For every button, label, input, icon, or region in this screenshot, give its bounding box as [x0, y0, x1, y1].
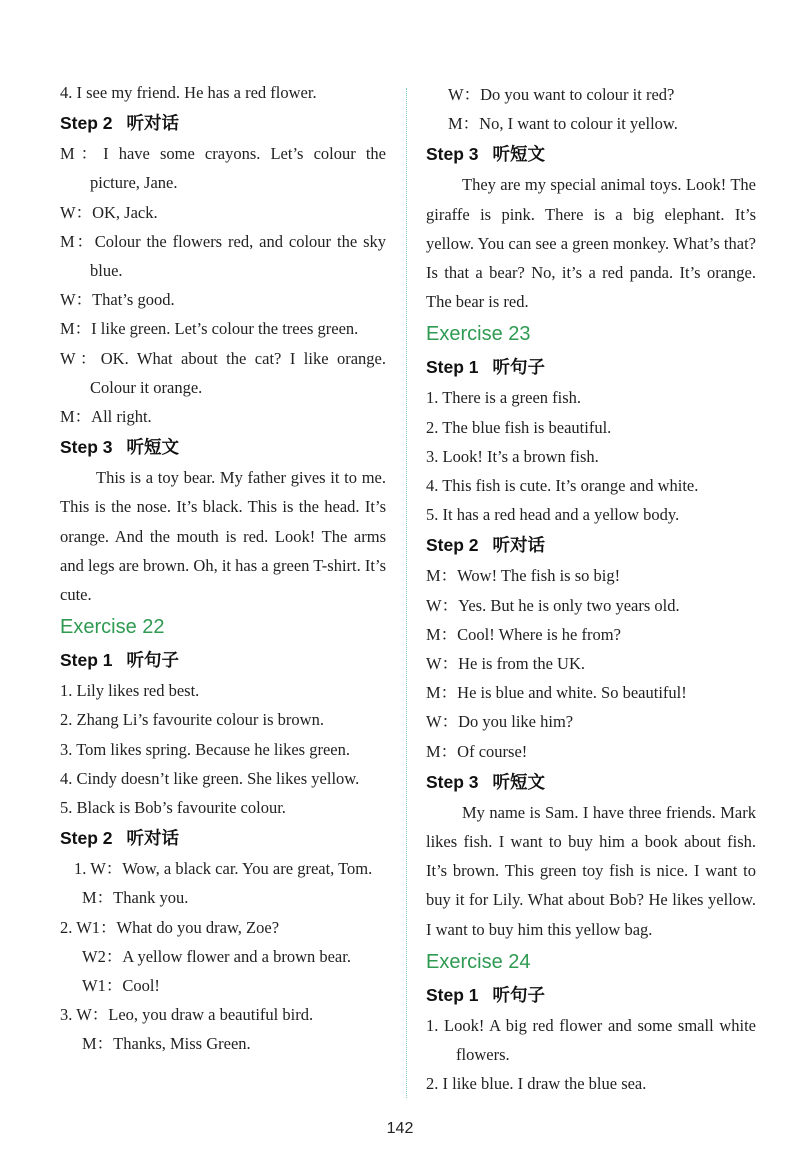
text-line: M：Cool! Where is he from?: [426, 624, 621, 644]
step-label: Step 3: [426, 771, 479, 792]
text-line: W：OK. What about the cat? I like orange. Colour it orange.: [60, 348, 386, 397]
passage-paragraph: This is a toy bear. My father gives it to me. This is the nose. It’s black. This is the head. It’s orange. And the mouth is red. Look! The arms and legs are brown. Oh, it has a green T-shirt. It’s cute.: [60, 468, 386, 605]
step-heading: [426, 138, 756, 170]
text-line: M：He is blue and white. So beautiful!: [426, 683, 687, 703]
page-number: 142: [386, 1120, 414, 1137]
passage-paragraph: They are my special animal toys. Look! The giraffe is pink. There is a big elephant. It’s yellow. You can see a green monkey. What’s that? Is that a bear? No, it’s a red panda. It’s orange. The bear is red.: [426, 175, 756, 312]
right-column: [426, 80, 756, 1098]
text-line: 4. Cindy doesn’t like green. She likes yellow.: [60, 768, 360, 788]
text-line: 2. The blue fish is beautiful.: [426, 417, 612, 437]
step-label: Step 1: [60, 650, 113, 671]
step-heading: [426, 351, 756, 383]
step-task: 听短文: [492, 144, 546, 165]
step-label: Step 2: [426, 535, 479, 556]
step-label: Step 3: [60, 437, 113, 458]
text-line: W：He is from the UK.: [426, 654, 586, 674]
text-line: W2：A yellow flower and a brown bear.: [82, 946, 351, 966]
text-line: 5. Black is Bob’s favourite colour.: [60, 798, 286, 818]
step-label: Step 2: [60, 113, 113, 134]
exercise-heading: Exercise 22: [60, 616, 165, 639]
step-task: 听对话: [126, 828, 180, 849]
text-line: W：OK, Jack.: [60, 202, 158, 222]
text-line: M：Thank you.: [82, 888, 189, 908]
step-task: 听短文: [492, 771, 546, 792]
step-task: 听句子: [492, 357, 546, 378]
step-label: Step 1: [426, 357, 479, 378]
text-line: 1. W：Wow, a black car. You are great, Tom.: [74, 859, 373, 879]
text-line: M：Colour the flowers red, and colour the sky blue.: [60, 231, 386, 281]
text-line: 2. I like blue. I draw the blue sea.: [426, 1074, 647, 1094]
step-heading: [60, 644, 386, 676]
step-task: 听对话: [492, 535, 546, 556]
text-line: 4. This fish is cute. It’s orange and white.: [426, 476, 699, 496]
step-heading: [60, 822, 386, 854]
text-line: W1：Cool!: [82, 976, 160, 996]
text-line: W：That’s good.: [60, 290, 175, 310]
text-line: 1. Lily likes red best.: [60, 681, 200, 701]
step-task: 听短文: [126, 437, 180, 458]
step-label: Step 1: [426, 984, 479, 1005]
column-divider: [406, 88, 407, 1098]
text-line: W：Yes. But he is only two years old.: [426, 595, 680, 615]
exercise-heading: Exercise 23: [426, 323, 531, 346]
text-line: M：All right.: [60, 407, 152, 427]
text-line: W：Do you want to colour it red?: [448, 85, 675, 104]
text-line: 2. W1：What do you draw, Zoe?: [60, 917, 280, 937]
text-line: 3. W：Leo, you draw a beautiful bird.: [60, 1005, 314, 1025]
text-line: M：I have some crayons. Let’s colour the picture, Jane.: [60, 144, 386, 193]
exercise-heading: Exercise 24: [426, 950, 531, 973]
text-line: 3. Tom likes spring. Because he likes green.: [60, 739, 350, 759]
left-column: [60, 78, 386, 1059]
passage-paragraph: My name is Sam. I have three friends. Mark likes fish. I want to buy him a book about fish. It’s brown. This green toy fish is nice. I want to buy it for Lily. What about Bob? He likes yellow. I want to buy him this yellow bag.: [426, 802, 756, 939]
text-line: 2. Zhang Li’s favourite colour is brown.: [60, 710, 324, 730]
text-line: 3. Look! It’s a brown fish.: [426, 446, 599, 466]
text-line: 1. Look! A big red flower and some small white flowers.: [426, 1015, 756, 1065]
step-task: 听句子: [126, 650, 180, 671]
text-line: M：Wow! The fish is so big!: [426, 566, 621, 586]
step-label: Step 2: [60, 828, 113, 849]
text-line: M：Of course!: [426, 741, 528, 761]
text-line: 4. I see my friend. He has a red flower.: [60, 83, 317, 102]
text-line: M：Thanks, Miss Green.: [82, 1034, 251, 1054]
step-heading: [426, 766, 756, 798]
text-line: 1. There is a green fish.: [426, 388, 582, 408]
text-line: 5. It has a red head and a yellow body.: [426, 505, 680, 525]
step-heading: [60, 431, 386, 463]
text-line: M：I like green. Let’s colour the trees green.: [60, 319, 359, 339]
step-task: 听句子: [492, 984, 546, 1005]
text-line: M：No, I want to colour it yellow.: [448, 114, 678, 134]
step-heading: [426, 529, 756, 561]
step-heading: [426, 979, 756, 1011]
step-label: Step 3: [426, 144, 479, 165]
step-task: 听对话: [126, 113, 180, 134]
text-line: W：Do you like him?: [426, 712, 574, 732]
step-heading: [60, 107, 386, 139]
